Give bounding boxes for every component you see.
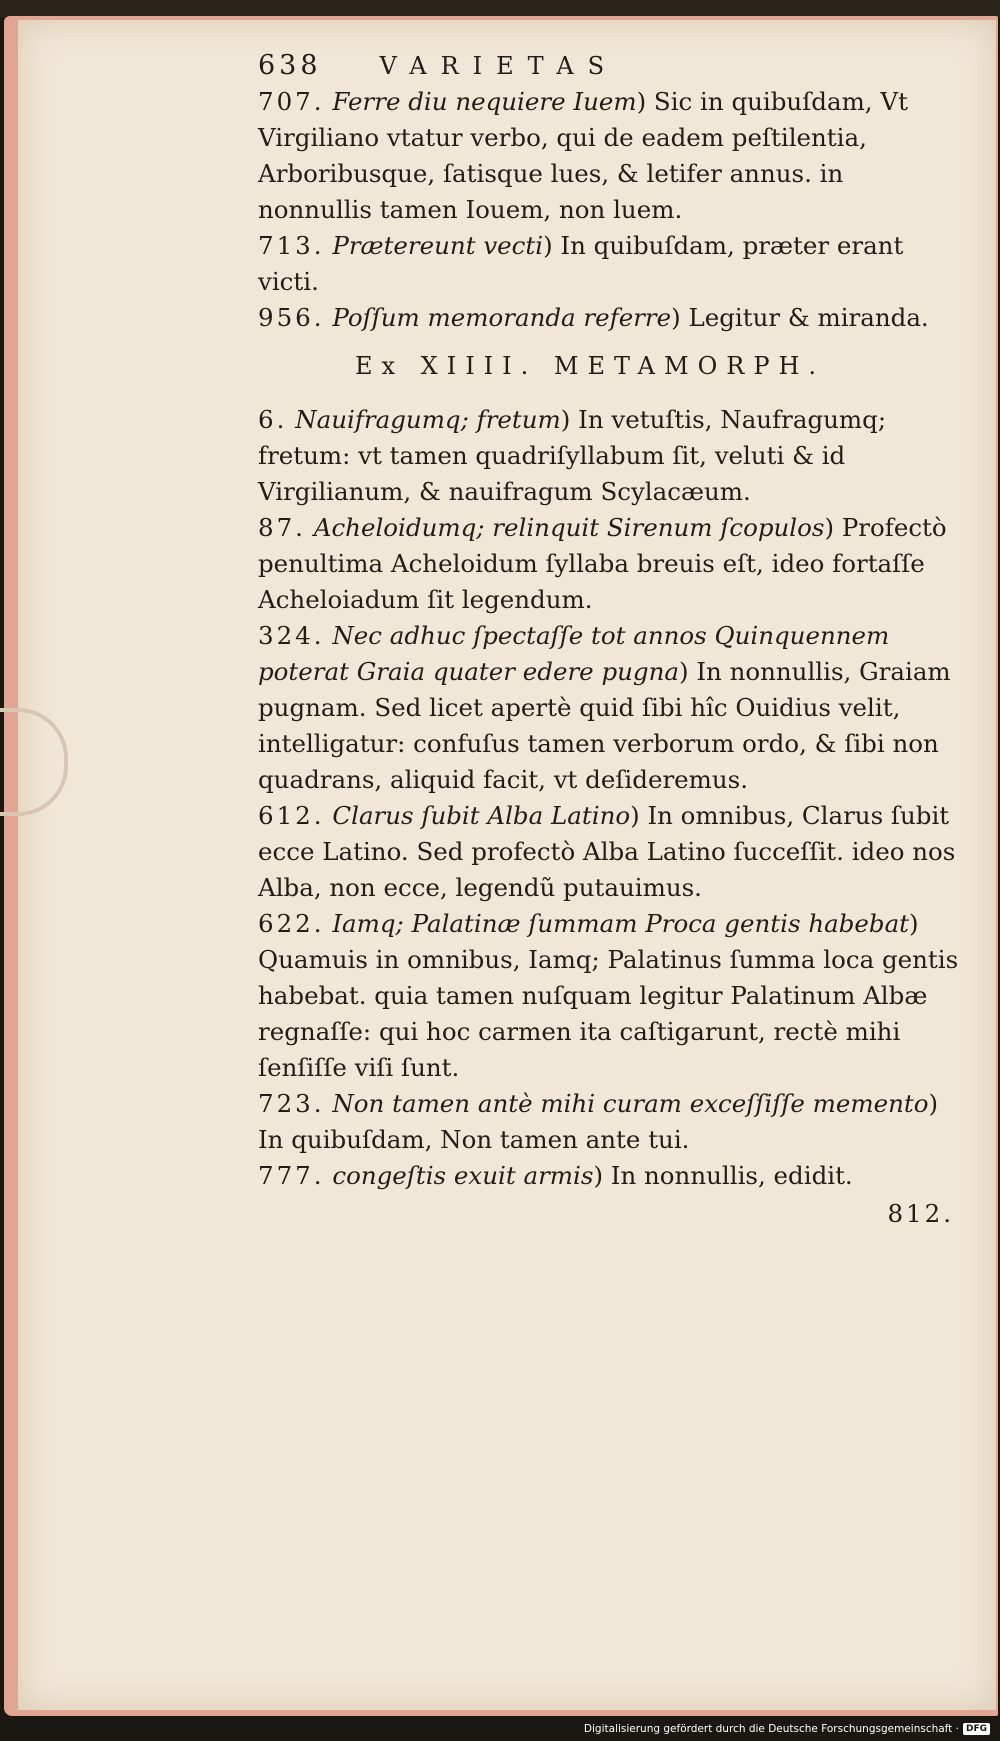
entry-713: [258, 228, 962, 300]
page-number: 638: [258, 50, 322, 81]
dfg-logo: DFG: [963, 1723, 990, 1735]
lemma: Acheloidumq; relinquit Sirenum ſcopulos: [313, 513, 825, 542]
note-text: ) Profectò penultima Acheloidum ſyllaba breuis eſt, ideo fortaſſe Acheloiadum ſit legendum.: [258, 513, 947, 614]
lemma: Ferre diu nequiere Iuem: [332, 87, 637, 116]
funding-credit: Digitalisierung gefördert durch die Deutsche Forschungsgemeinschaft ·: [583, 1723, 959, 1735]
entry-87: [258, 510, 962, 618]
lemma: Poſſum memoranda referre: [332, 303, 672, 332]
entry-777: [258, 1158, 962, 1194]
line-number: 707.: [258, 87, 325, 116]
line-number: 723.: [258, 1089, 325, 1118]
note-text: ) In omnibus, Clarus ſubit ecce Latino. Sed profectò Alba Latino ſucceſſit. ideo nos Alba, non ecce, legendũ putauimus.: [258, 801, 956, 902]
lemma: Iamq; Palatinæ ſummam Proca gentis habebat: [332, 909, 910, 938]
line-number: 87.: [258, 513, 306, 542]
entry-6: [258, 402, 962, 510]
lemma: Nauifragumq; fretum: [295, 405, 561, 434]
note-text: ) In quibuſdam, Non tamen ante tui.: [258, 1089, 939, 1154]
line-number: 622.: [258, 909, 325, 938]
entry-956: [258, 300, 962, 336]
page-header: [258, 48, 962, 84]
lemma: Nec adhuc ſpectaſſe tot annos Quinquennem poterat Graia quater edere pugna: [258, 621, 890, 686]
line-number: 6.: [258, 405, 288, 434]
entry-707: [258, 84, 962, 228]
line-number: 612.: [258, 801, 325, 830]
entry-612: [258, 798, 962, 906]
note-text: ) Legitur & miranda.: [671, 303, 929, 332]
entry-622: [258, 906, 962, 1086]
note-text: ) In nonnullis, edidit.: [593, 1161, 853, 1190]
catchword: 812.: [887, 1199, 954, 1228]
page-text-block: [258, 48, 962, 1232]
note-text: ) Sic in quibuſdam, Vt Virgiliano vtatur verbo, qui de eadem peſtilentia, Arboribusque, ſatisque lues, & letifer annus. in nonnullis tamen Iouem, non luem.: [258, 87, 908, 224]
entry-324: [258, 618, 962, 798]
line-number: 956.: [258, 303, 325, 332]
note-text: ) Quamuis in omnibus, Iamq; Palatinus ſumma loca gentis habebat. quia tamen nuſquam legitur Palatinum Albæ regnaſſe: qui hoc carmen ita caſtigarunt, rectè mihi ſenſiſſe viſi ſunt.: [258, 909, 959, 1082]
line-number: 324.: [258, 621, 325, 650]
note-text: ) In quibuſdam, præter erant victi.: [258, 231, 904, 296]
running-title: VARIETAS: [379, 52, 619, 80]
digitization-footer: [584, 1723, 990, 1735]
clip-mark: [0, 708, 68, 816]
lemma: Prætereunt vecti: [332, 231, 544, 260]
note-text: ) In nonnullis, Graiam pugnam. Sed licet apertè quid ſibi hîc Ouidius velit, intelligatur: confuſus tamen verborum ordo, & ſibi non quadrans, aliquid facit, vt deſideremus.: [258, 657, 951, 794]
lemma: Clarus ſubit Alba Latino: [332, 801, 631, 830]
lemma: congeſtis exuit armis: [332, 1161, 594, 1190]
line-number: 713.: [258, 231, 325, 260]
lemma: Non tamen antè mihi curam exceſſiſſe memento: [332, 1089, 929, 1118]
note-text: ) In vetuſtis, Naufragumq; fretum: vt tamen quadriſyllabum ſit, veluti & id Virgilianum, & nauifragum Scylacæum.: [258, 405, 887, 506]
entry-723: [258, 1086, 962, 1158]
section-title: Ex XIIII. METAMORPH.: [354, 352, 826, 380]
line-number: 777.: [258, 1161, 325, 1190]
